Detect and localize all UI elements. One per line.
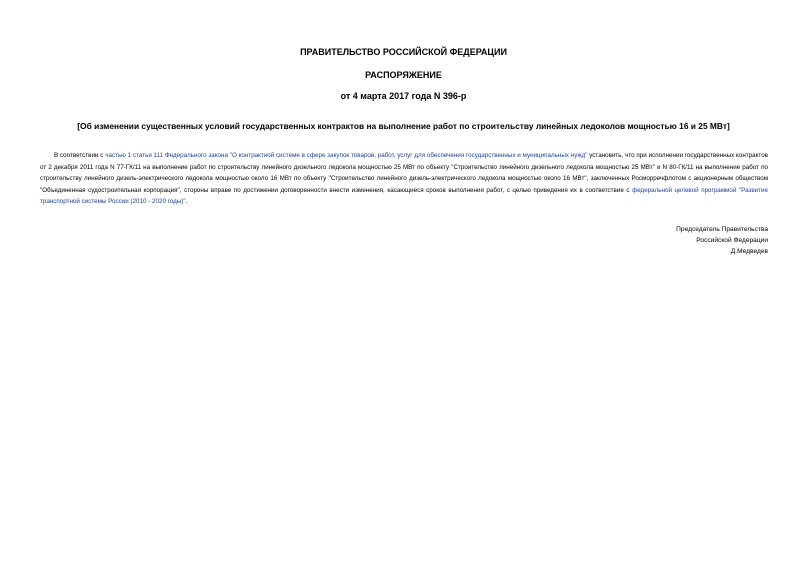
document-title: [Об изменении существенных условий государственных контрактов на выполнение работ по строительству линейных ледоколов мощностью 16 и 25 МВт] bbox=[77, 121, 730, 131]
law-article-link[interactable]: частью 1 статьи 111 Федерального закона "О контрактной системе в сфере закупок товаров, работ, услуг для обеспечения государственных и муниципальных нужд" bbox=[105, 152, 588, 159]
signature-position: Председатель Правительства bbox=[676, 226, 768, 233]
signature-name: Д.Медведев bbox=[730, 248, 768, 255]
document-body-paragraph bbox=[40, 150, 768, 208]
body-text-part-3: . bbox=[185, 198, 188, 205]
body-text-part-1: В соответствии с bbox=[54, 152, 106, 159]
body-text-part-2: установить, что при исполнении государственных контрактов от 2 декабря 2011 года N 77-ГК/11 на выполнение работ по строительству линейного дизельного ледокола мощностью 25 МВт по объекту "Строительство линейного дизельного ледокола мощностью 25 МВт" и N 80-ГК/11 на выполнение работ по строительству линейного дизель-электрического ледокола мощностью около 16 МВт по объекту "Строительство линейного дизель-электрического ледокола мощностью около 16 МВт", заключенных Росморречфлотом с акционерным обществом "Объединенная судостроительная корпорация", стороны вправе по достижении договоренности внести изменения, касающиеся сроков выполнения работ, с целью приведения их в соответствие с bbox=[40, 152, 768, 194]
document-type-heading: РАСПОРЯЖЕНИЕ bbox=[365, 70, 442, 80]
signature-country: Российской Федерации bbox=[696, 237, 768, 244]
federal-program-link[interactable]: федеральной целевой программой "Развитие транспортной системы России (2010 - 2020 годы)" bbox=[40, 186, 768, 205]
government-heading: ПРАВИТЕЛЬСТВО РОССИЙСКОЙ ФЕДЕРАЦИИ bbox=[300, 47, 507, 57]
document-date-number: от 4 марта 2017 года N 396-р bbox=[340, 91, 467, 101]
signature-block bbox=[676, 224, 768, 257]
